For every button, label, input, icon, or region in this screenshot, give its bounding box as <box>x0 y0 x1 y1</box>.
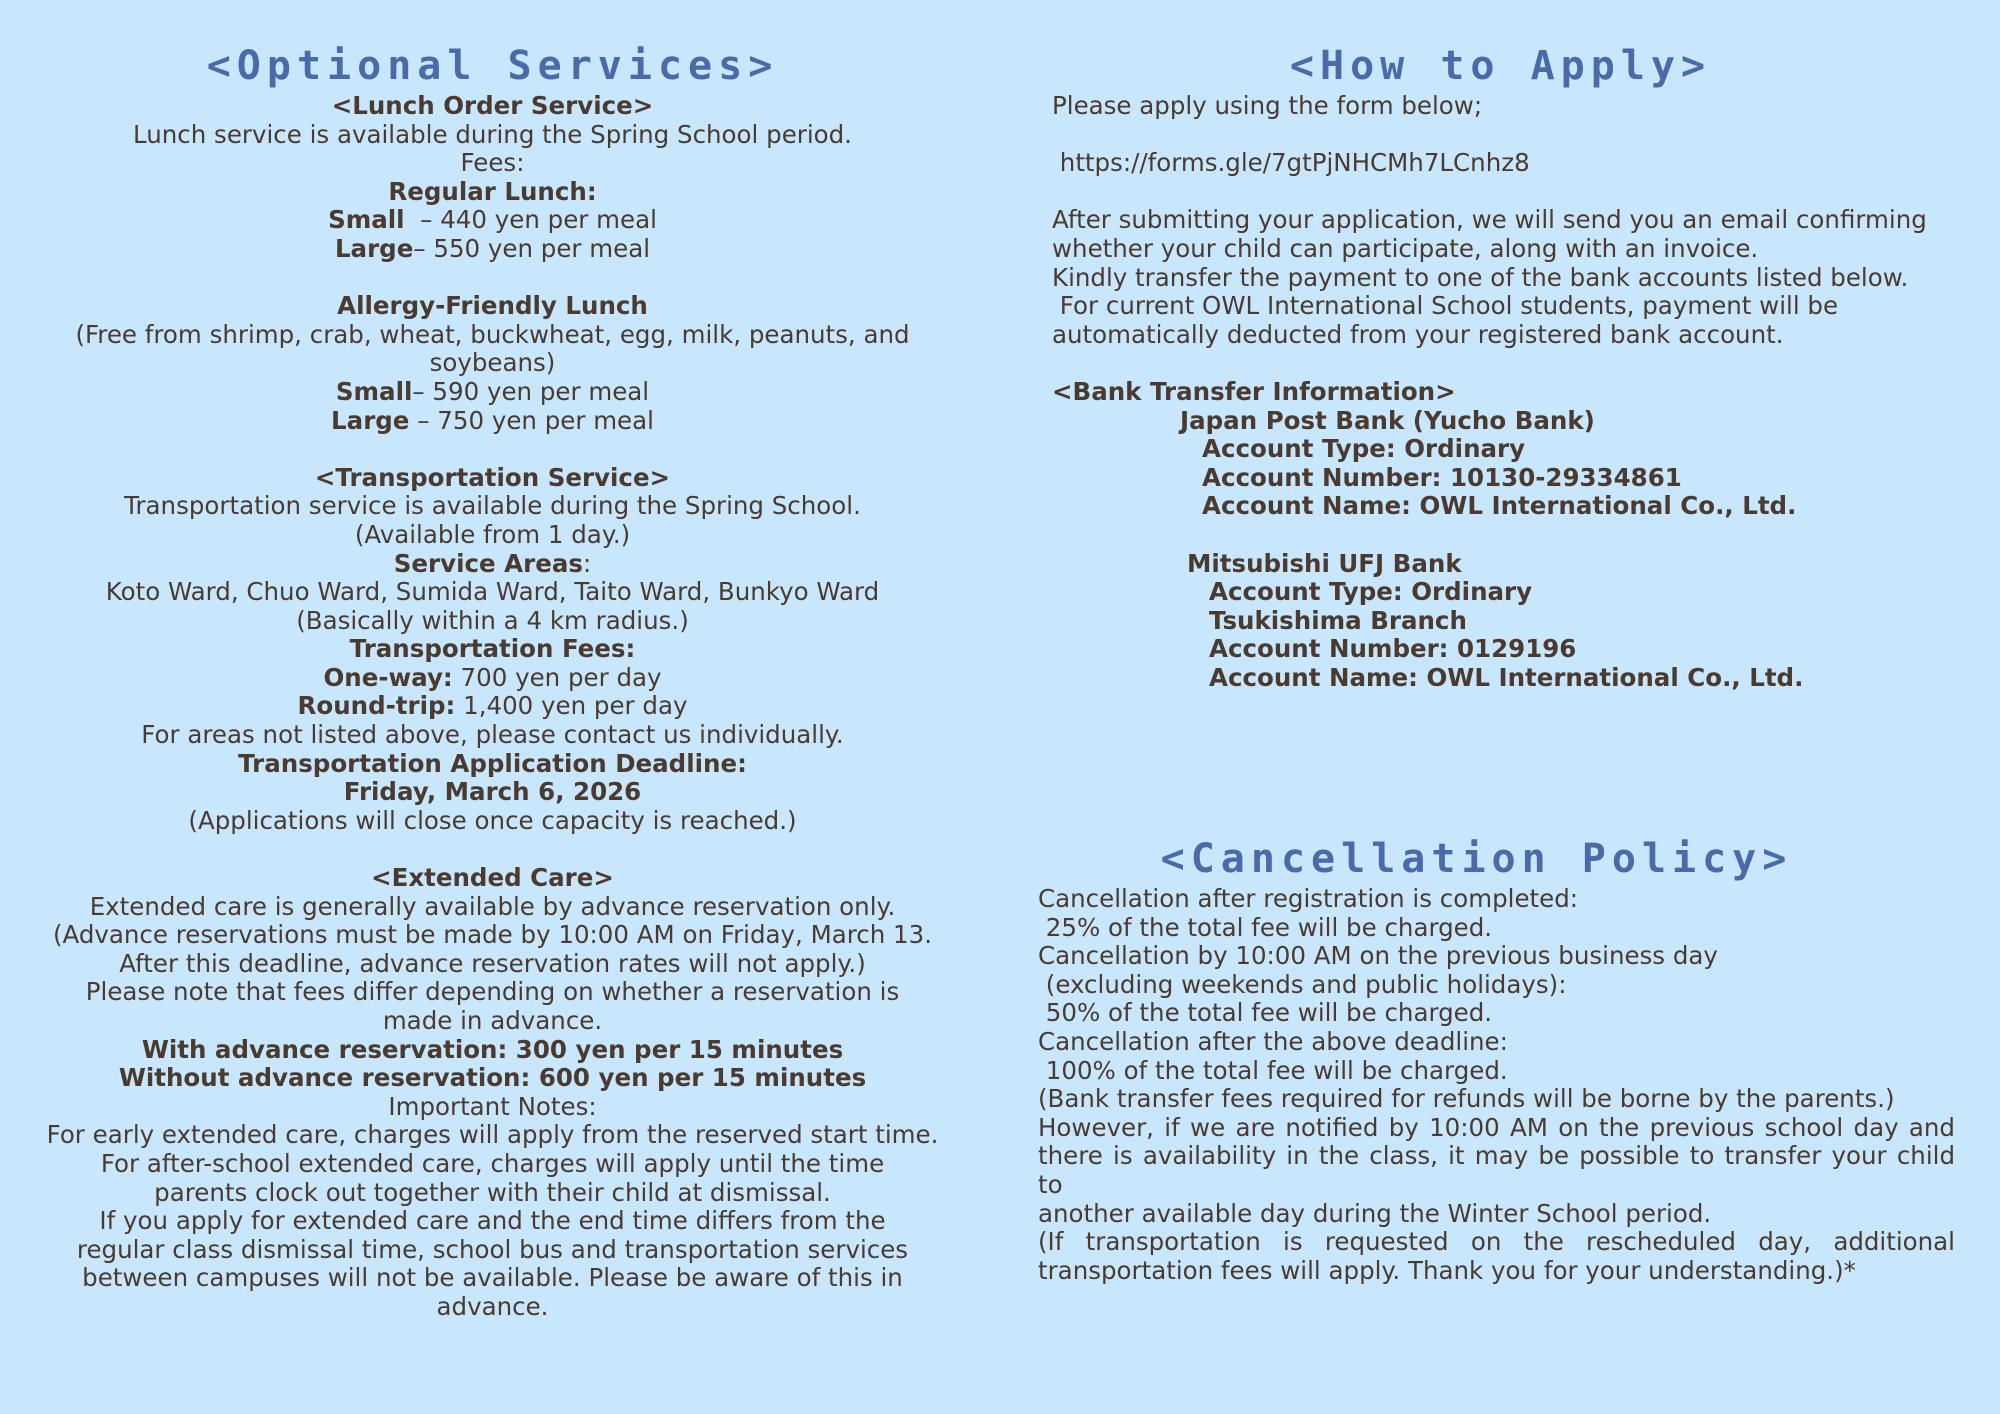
regular-large-row <box>40 235 945 264</box>
bank1-name: Japan Post Bank (Yucho Bank) <box>1180 405 1595 435</box>
apply-intro: Please apply using the form below; <box>1052 91 1483 120</box>
cancel-transport-2: transportation fees will apply. Thank you for your understanding.)* <box>1038 1255 1856 1285</box>
allergy-large-price: – 750 yen per meal <box>409 405 654 435</box>
bank-transfer-heading: <Bank Transfer Information> <box>1052 376 1456 406</box>
extended-line3: After this deadline, advance reservation rates will not apply.) <box>119 948 866 978</box>
service-areas-row <box>40 550 945 579</box>
cancel-transfer-1: However, if we are notified by 10:00 AM on the previous school day and <box>1038 1112 1955 1142</box>
roundtrip-price: 1,400 yen per day <box>455 691 688 721</box>
cancel-line-3: Cancellation by 10:00 AM on the previous business day <box>1038 941 1718 971</box>
allergy-lunch-label: Allergy-Friendly Lunch <box>337 291 648 321</box>
optional-services-section <box>40 0 945 1322</box>
transport-deadline-date: Friday, March 6, 2026 <box>343 777 642 807</box>
with-advance-fee: With advance reservation: 300 yen per 15 minutes <box>141 1034 844 1064</box>
regular-small-row <box>40 206 945 235</box>
allergy-small-price: – 590 yen per meal <box>412 376 650 406</box>
bank2-account-name: Account Name: OWL International Co., Ltd. <box>1209 662 1804 692</box>
cancel-transport-1: (If transportation is requested on the rescheduled day, additional <box>1038 1227 1955 1257</box>
note-early-care: For early extended care, charges will apply from the reserved start time. <box>46 1120 939 1150</box>
apply-paragraph-2: Kindly transfer the payment to one of the bank accounts listed below. <box>1052 262 1909 292</box>
regular-small-price: – 440 yen per meal <box>404 205 657 235</box>
transport-other-areas: For areas not listed above, please contact us individually. <box>141 720 844 750</box>
bank1-account-type: Account Type: Ordinary <box>1202 434 1526 464</box>
bank2-name: Mitsubishi UFJ Bank <box>1187 548 1462 578</box>
regular-large-label: Large <box>334 233 414 263</box>
service-areas-list: Koto Ward, Chuo Ward, Sumida Ward, Taito Ward, Bunkyo Ward <box>105 577 880 607</box>
important-notes-label: Important Notes: <box>388 1091 597 1121</box>
bank1-account-number: Account Number: 10130-29334861 <box>1202 462 1682 492</box>
allergy-large-row <box>40 407 945 436</box>
extended-line4: Please note that fees differ depending on whether a reservation is made in advance. <box>85 977 900 1035</box>
cancel-transfer-3: another available day during the Winter School period. <box>1038 1198 1712 1228</box>
transport-capacity-note: (Applications will close once capacity is reached.) <box>188 805 797 835</box>
bank2-account-number: Account Number: 0129196 <box>1209 634 1577 664</box>
oneway-price: 700 yen per day <box>452 662 662 692</box>
note-dismissal: If you apply for extended care and the end time differs from the regular class dismissal time, school bus and transportation services between campuses will not be available. Please be aware of this in advance. <box>76 1206 909 1321</box>
service-areas-label: Service Areas <box>393 548 583 578</box>
cancel-line-7: 100% of the total fee will be charged. <box>1038 1055 1508 1085</box>
cancellation-policy-section <box>1038 835 1955 1285</box>
service-areas-colon: : <box>582 548 592 578</box>
regular-large-price: – 550 yen per meal <box>413 233 651 263</box>
oneway-row <box>40 664 945 693</box>
cancel-transfer-2: there is availability in the class, it may be possible to transfer your child to <box>1038 1141 1955 1199</box>
transport-deadline-label: Transportation Application Deadline: <box>238 748 747 778</box>
allergy-note: (Free from shrimp, crab, wheat, buckwheat, egg, milk, peanuts, and soybeans) <box>75 319 910 378</box>
roundtrip-label: Round-trip: <box>297 691 456 721</box>
lunch-intro: Lunch service is available during the Spring School period. <box>133 119 852 149</box>
bank2-account-type: Account Type: Ordinary <box>1209 577 1533 607</box>
allergy-small-label: Small <box>335 376 413 406</box>
transport-availability: (Available from 1 day.) <box>354 519 631 549</box>
cancel-line-5: 50% of the total fee will be charged. <box>1038 998 1493 1028</box>
cancel-line-1: Cancellation after registration is completed: <box>1038 884 1579 913</box>
how-to-apply-section <box>1035 0 1960 692</box>
form-url[interactable]: https://forms.gle/7gtPjNHCMh7LCnhz8 <box>1052 148 1530 178</box>
lunch-fees-label: Fees: <box>460 148 525 178</box>
optional-services-title: <Optional Services> <box>206 43 779 89</box>
transport-intro: Transportation service is available during the Spring School. <box>124 491 861 521</box>
apply-paragraph-3: For current OWL International School students, payment will be automatically deducted from your registered bank account. <box>1052 291 1846 349</box>
regular-lunch-label: Regular Lunch: <box>388 176 597 206</box>
lunch-heading: <Lunch Order Service> <box>331 91 654 120</box>
regular-small-label: Small <box>328 205 405 235</box>
apply-paragraph-1: After submitting your application, we will send you an email confirming whether your child can participate, along with an invoice. <box>1052 205 1927 263</box>
extended-line2: (Advance reservations must be made by 10:00 AM on Friday, March 13. <box>52 920 933 950</box>
roundtrip-row <box>40 692 945 721</box>
transport-heading: <Transportation Service> <box>314 462 671 492</box>
note-after-school: For after-school extended care, charges will apply until the time parents clock out together with their child at dismissal. <box>100 1148 885 1207</box>
how-to-apply-title: <How to Apply> <box>1289 43 1712 89</box>
allergy-small-row <box>40 378 945 407</box>
cancel-line-8: (Bank transfer fees required for refunds will be borne by the parents.) <box>1038 1084 1895 1114</box>
allergy-large-label: Large <box>331 405 410 435</box>
cancel-line-2: 25% of the total fee will be charged. <box>1038 912 1493 942</box>
bank2-branch: Tsukishima Branch <box>1209 605 1467 635</box>
transport-fees-label: Transportation Fees: <box>349 634 636 664</box>
cancel-line-6: Cancellation after the above deadline: <box>1038 1026 1508 1056</box>
without-advance-fee: Without advance reservation: 600 yen per 15 minutes <box>118 1063 867 1093</box>
cancel-line-4: (excluding weekends and public holidays): <box>1038 969 1567 999</box>
oneway-label: One-way: <box>323 662 453 692</box>
extended-line1: Extended care is generally available by advance reservation only. <box>89 891 896 921</box>
bank1-account-name: Account Name: OWL International Co., Ltd. <box>1202 491 1797 521</box>
extended-care-heading: <Extended Care> <box>371 863 614 893</box>
cancellation-policy-title: <Cancellation Policy> <box>1160 836 1793 882</box>
service-radius: (Basically within a 4 km radius.) <box>296 605 689 635</box>
apply-form-link[interactable] <box>1035 149 1960 178</box>
